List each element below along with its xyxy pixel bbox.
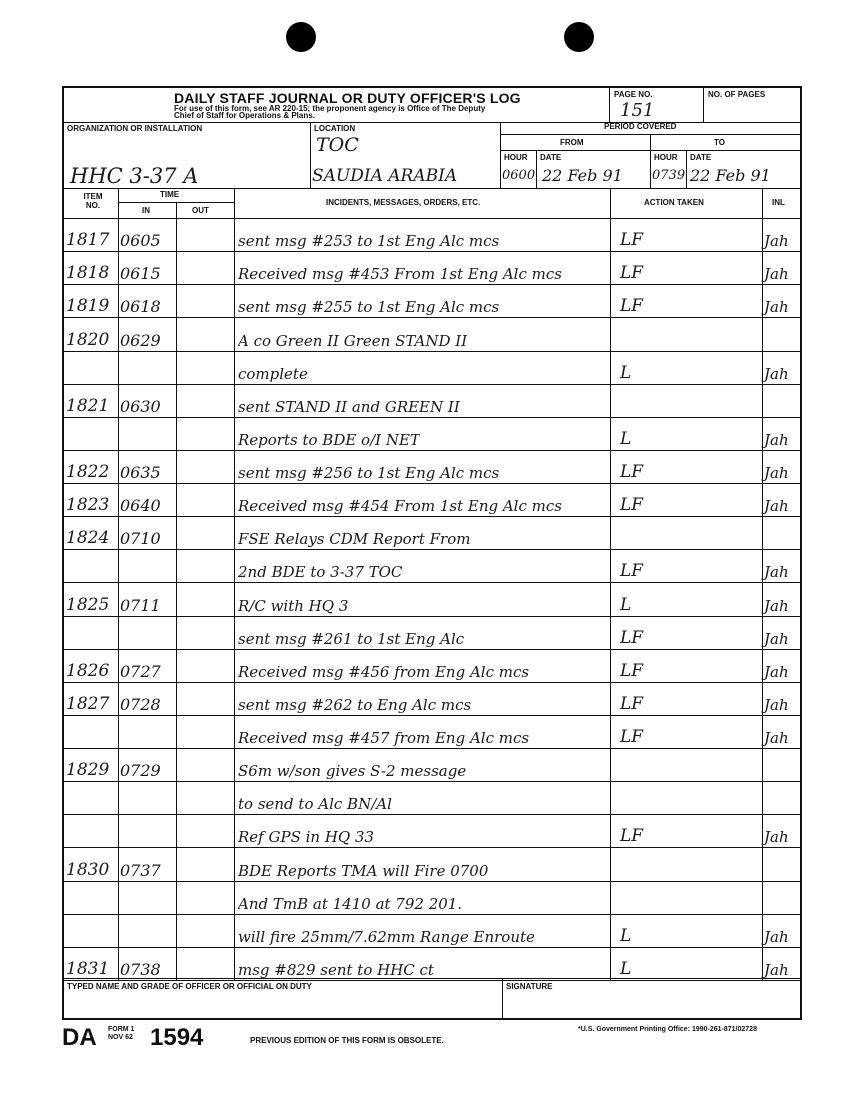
punch-hole-left [286, 22, 316, 52]
entry-text[interactable]: Ref GPS in HQ 33 [238, 828, 375, 847]
entry-initials[interactable]: Jah [764, 265, 789, 284]
table-row [64, 483, 800, 516]
entry-item-no[interactable]: 1827 [66, 693, 110, 714]
entry-action[interactable]: LF [620, 627, 644, 648]
entry-initials[interactable]: Jah [764, 927, 789, 946]
column-header [64, 188, 800, 219]
entry-action[interactable]: LF [620, 495, 644, 516]
entry-time-in[interactable]: 0728 [120, 694, 161, 714]
entry-action[interactable]: LF [620, 826, 644, 847]
period-label: PERIOD COVERED [604, 122, 677, 131]
to-date-label: DATE [690, 153, 712, 162]
table-row [64, 284, 800, 317]
entry-item-no[interactable]: 1823 [66, 495, 110, 516]
form-date-label: FORM 1 NOV 62 [108, 1026, 135, 1041]
entry-item-no[interactable]: 1825 [66, 594, 110, 615]
entry-text[interactable]: sent msg #255 to 1st Eng Alc mcs [238, 298, 500, 317]
signature-label: SIGNATURE [506, 982, 553, 991]
in-label: IN [142, 206, 150, 215]
table-row [64, 317, 800, 350]
entry-time-in[interactable]: 0711 [120, 595, 161, 615]
from-hour-value[interactable]: 0600 [502, 168, 536, 183]
table-row [64, 582, 800, 615]
entry-time-in[interactable]: 0737 [120, 860, 161, 880]
out-label: OUT [192, 206, 209, 215]
table-row [64, 947, 800, 980]
page-no-value: 151 [620, 100, 655, 121]
entry-text[interactable]: complete [238, 364, 308, 383]
entry-action[interactable]: L [620, 594, 632, 615]
entry-item-no[interactable]: 1817 [66, 230, 110, 251]
entry-action[interactable]: L [620, 958, 632, 979]
entry-action[interactable]: LF [620, 462, 644, 483]
entry-action[interactable]: L [620, 428, 632, 449]
page-no-label: PAGE NO. [614, 90, 653, 99]
entry-item-no[interactable]: 1831 [66, 958, 110, 979]
item-no-label: ITEM NO. [83, 192, 103, 210]
entry-item-no[interactable]: 1818 [66, 263, 110, 284]
entry-action[interactable]: LF [620, 693, 644, 714]
entry-initials[interactable]: Jah [764, 596, 789, 615]
entry-text[interactable]: sent STAND II and GREEN II [238, 397, 460, 416]
table-row [64, 847, 800, 880]
table-row [64, 351, 800, 384]
entry-initials[interactable]: Jah [764, 960, 789, 979]
from-label: FROM [560, 138, 584, 147]
entry-initials[interactable]: Jah [764, 497, 789, 516]
entry-text[interactable]: S6m w/son gives S-2 message [238, 762, 467, 781]
entry-initials[interactable]: Jah [764, 828, 789, 847]
form-header [64, 88, 800, 123]
form-footer [62, 1024, 802, 1054]
entry-time-in[interactable]: 0635 [120, 463, 161, 483]
location-value-1[interactable]: TOC [316, 134, 359, 156]
previous-edition-note: PREVIOUS EDITION OF THIS FORM IS OBSOLETE. [250, 1036, 444, 1045]
entry-item-no[interactable]: 1820 [66, 329, 110, 350]
inl-label: INL [772, 198, 785, 207]
org-label: ORGANIZATION OR INSTALLATION [67, 124, 203, 133]
table-row [64, 384, 800, 417]
time-label: TIME [160, 190, 180, 199]
entry-text[interactable]: sent msg #262 to Eng Alc mcs [238, 695, 472, 714]
entry-initials[interactable]: Jah [764, 629, 789, 648]
table-row [64, 682, 800, 715]
entry-action[interactable]: LF [620, 561, 644, 582]
entry-time-in[interactable]: 0615 [120, 264, 161, 284]
entry-time-in[interactable]: 0618 [120, 297, 161, 317]
table-row [64, 516, 800, 549]
entry-item-no[interactable]: 1822 [66, 462, 110, 483]
from-date-label: DATE [540, 153, 562, 162]
location-label: LOCATION [314, 124, 356, 133]
form-number: 1594 [150, 1024, 204, 1051]
entry-action[interactable]: LF [620, 727, 644, 748]
entry-action[interactable]: LF [620, 660, 644, 681]
table-row [64, 417, 800, 450]
entry-time-in[interactable]: 0640 [120, 496, 161, 516]
entry-text[interactable]: R/C with HQ 3 [238, 596, 349, 615]
entry-item-no[interactable]: 1826 [66, 660, 110, 681]
entry-time-in[interactable]: 0629 [120, 330, 161, 350]
from-date-value[interactable]: 22 Feb 91 [542, 166, 623, 185]
to-date-value[interactable]: 22 Feb 91 [690, 166, 771, 185]
entry-initials[interactable]: Jah [764, 662, 789, 681]
table-row [64, 781, 800, 814]
entry-text[interactable]: will fire 25mm/7.62mm Range Enroute [238, 927, 535, 946]
da-label: DA [62, 1024, 97, 1051]
entry-text[interactable]: Reports to BDE o/I NET [238, 430, 420, 449]
entry-text[interactable]: sent msg #261 to 1st Eng Alc [238, 629, 465, 648]
entry-item-no[interactable]: 1819 [66, 296, 110, 317]
entry-text[interactable]: sent msg #253 to 1st Eng Alc mcs [238, 232, 500, 251]
form-title: DAILY STAFF JOURNAL OR DUTY OFFICER'S LOG [174, 90, 521, 106]
entry-text[interactable]: And TmB at 1410 at 792 201. [238, 894, 463, 913]
table-row [64, 748, 800, 781]
location-value-2[interactable]: SAUDIA ARABIA [312, 166, 458, 186]
org-value[interactable]: HHC 3-37 A [70, 164, 199, 188]
entry-initials[interactable]: Jah [764, 729, 789, 748]
no-of-pages-field[interactable] [703, 88, 801, 122]
typed-name-label: TYPED NAME AND GRADE OF OFFICER OR OFFICIAL ON DUTY [67, 982, 312, 991]
form-subtitle: For use of this form, see AR 220-15; the proponent agency is Office of The Deputy Chief of Staff for Operations & Plans. [174, 104, 486, 120]
entry-time-in[interactable]: 0727 [120, 661, 161, 681]
entry-initials[interactable]: Jah [764, 464, 789, 483]
to-label: TO [714, 138, 725, 147]
entry-item-no[interactable]: 1830 [66, 859, 110, 880]
entry-initials[interactable]: Jah [764, 695, 789, 714]
table-row [64, 881, 800, 914]
table-row [64, 649, 800, 682]
entry-time-in[interactable]: 0605 [120, 231, 161, 251]
entry-action[interactable]: LF [620, 230, 644, 251]
entry-time-in[interactable]: 0630 [120, 396, 161, 416]
page-no-field[interactable] [609, 88, 704, 122]
entry-initials[interactable]: Jah [764, 563, 789, 582]
entry-text[interactable]: 2nd BDE to 3-37 TOC [238, 563, 403, 582]
table-row [64, 549, 800, 582]
entry-text[interactable]: Received msg #453 From 1st Eng Alc mcs [238, 265, 562, 284]
entry-text[interactable]: A co Green II Green STAND II [238, 331, 468, 350]
journal-form [62, 86, 802, 1020]
entry-text[interactable]: BDE Reports TMA will Fire 0700 [238, 861, 489, 880]
entry-text[interactable]: msg #829 sent to HHC ct [238, 960, 434, 979]
table-row [64, 218, 800, 251]
table-row [64, 814, 800, 847]
entry-time-in[interactable]: 0710 [120, 529, 161, 549]
punch-hole-right [564, 22, 594, 52]
entry-text[interactable]: Received msg #457 from Eng Alc mcs [238, 729, 530, 748]
entry-item-no[interactable]: 1829 [66, 760, 110, 781]
entry-text[interactable]: sent msg #256 to 1st Eng Alc mcs [238, 464, 500, 483]
signature-block [64, 978, 800, 1019]
table-row [64, 450, 800, 483]
entry-text[interactable]: to send to Alc BN/Al [238, 795, 392, 814]
gpo-note: *U.S. Government Printing Office: 1990-261-871/02728 [578, 1026, 757, 1033]
org-location-period [64, 122, 800, 189]
action-label: ACTION TAKEN [644, 198, 704, 207]
entry-initials[interactable]: Jah [764, 364, 789, 383]
table-row [64, 715, 800, 748]
no-of-pages-label: NO. OF PAGES [708, 90, 766, 99]
journal-entries [64, 218, 800, 980]
to-hour-value[interactable]: 0739 [652, 168, 686, 183]
table-row [64, 251, 800, 284]
table-row [64, 914, 800, 947]
entry-time-in[interactable]: 0738 [120, 959, 161, 979]
entry-text[interactable]: FSE Relays CDM Report From [238, 530, 471, 549]
entry-text[interactable]: Received msg #456 from Eng Alc mcs [238, 662, 530, 681]
to-hour-label: HOUR [654, 153, 678, 162]
entry-action[interactable]: L [620, 362, 632, 383]
incidents-label: INCIDENTS, MESSAGES, ORDERS, ETC. [326, 198, 481, 207]
from-hour-label: HOUR [504, 153, 528, 162]
entry-action[interactable]: L [620, 925, 632, 946]
entry-item-no[interactable]: 1824 [66, 528, 110, 549]
entry-initials[interactable]: Jah [764, 232, 789, 251]
entry-initials[interactable]: Jah [764, 430, 789, 449]
entry-item-no[interactable]: 1821 [66, 395, 110, 416]
entry-text[interactable]: Received msg #454 From 1st Eng Alc mcs [238, 497, 562, 516]
entry-initials[interactable]: Jah [764, 298, 789, 317]
entry-action[interactable]: LF [620, 263, 644, 284]
entry-time-in[interactable]: 0729 [120, 761, 161, 781]
table-row [64, 616, 800, 649]
entry-action[interactable]: LF [620, 296, 644, 317]
